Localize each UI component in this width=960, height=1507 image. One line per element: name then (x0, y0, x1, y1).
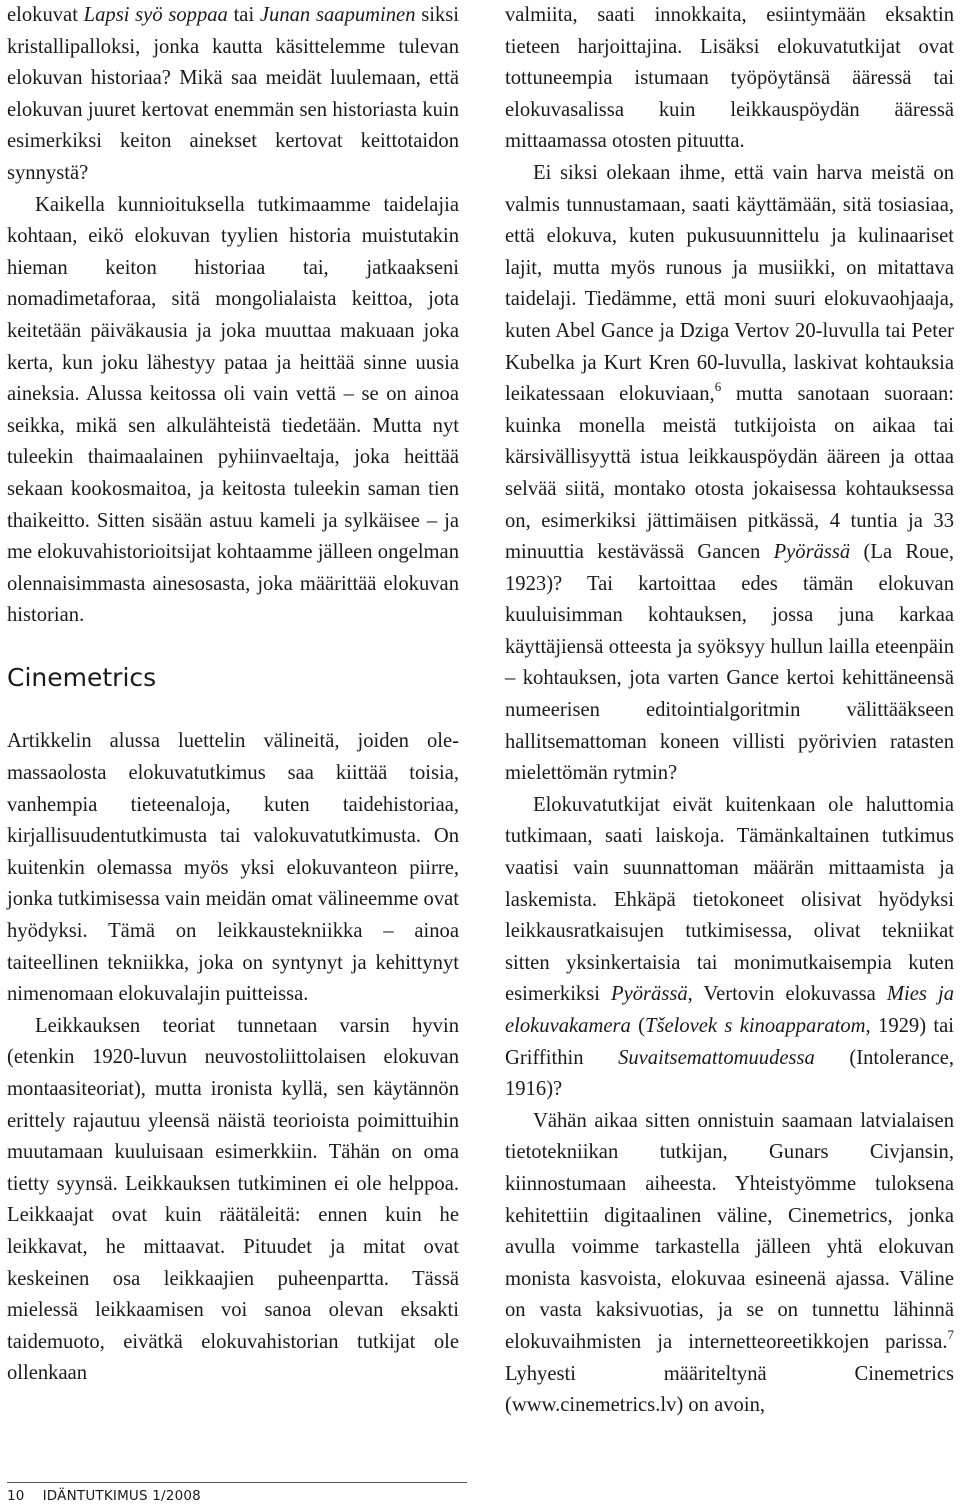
right-column (505, 0, 954, 1422)
text-run: tai (227, 4, 260, 26)
footnote-marker[interactable]: 7 (947, 1327, 954, 1343)
text-run: ( (630, 1015, 645, 1037)
page-number: 10 (7, 1488, 25, 1504)
section-heading: Cinemetrics (7, 662, 157, 692)
text-run: (La Roue, 1923)? Tai kartoittaa edes tämän elokuvan kuuluisimman kohtauksen, jossa juna karkaa käyttäjiensä otteesta ja syöksyy hullun lailla eteenpäin – kohtauksen, jota varten Gance kertoi kehittäneensä numeerisen editointialgoritmin välittääkseen hallitsemattoman koneen villisti pyörivien ratasten mielettömän rytmin? (505, 541, 954, 785)
footnote-marker[interactable]: 6 (714, 379, 722, 395)
film-title: Pyörässä (611, 983, 688, 1006)
paragraph (505, 158, 954, 790)
text-run: elokuvat (7, 4, 84, 26)
page-footer (7, 1482, 467, 1504)
film-title: Tšelovek s kinoapparatom (644, 1015, 866, 1037)
paragraph: Leikkauksen teoriat tunnetaan varsin hyvin (etenkin 1920-luvun neuvostoliittolaisen elokuvan montaasiteoriat), mutta ironista kyllä, sen käytännön erittely rajautuu yleensä näistä teorioista poimittuihin muutamaan kuuluisaan esimerkkiin. Tähän on oma tietty syynsä. Leikkauksen tutkiminen ei ole helppoa. Leikkaajat ovat kuin räätäleitä: ennen kuin he leikkavat, he mittaavat. Pituudet ja mitat ovat keskeinen osa leikkaajien puheenpartta. Tässä mielessä leikkaamisen voi sanoa olevan eksakti taidemuoto, eivätkä elokuvahistorian tutkijat ole ollenkaan (7, 1014, 459, 1385)
text-run: Lyhyesti määriteltynä Cinemetrics (www.cinemetrics.lv) on avoin, (505, 1362, 954, 1417)
film-title: Mies ja elokuvakamera (505, 983, 954, 1037)
text-run: (Intolerance, 1916)? (505, 1046, 954, 1101)
paragraph (505, 1106, 954, 1422)
film-title: Pyörässä (773, 541, 851, 564)
paragraph (505, 790, 954, 1106)
film-title: Junan saapuminen (259, 4, 416, 26)
journal-name: IDÄNTUTKIMUS 1/2008 (42, 1488, 201, 1504)
paragraph (7, 0, 459, 190)
left-column (7, 0, 459, 1390)
film-title: Suvaitsemattomuudessa (618, 1046, 815, 1069)
text-run: , 1929) tai Griffithin (505, 1015, 954, 1069)
text-run: Elokuvatutkijat eivät kuitenkaan ole haluttomia tutkimaan, saati laiskoja. Tämänkaltainen tutkimus vaatisi vain suunnattoman määrän mittaamista ja laskemista. Ehkäpä tietokoneet olisivat hyödyksi leikkausratkaisujen tutkimisessa, olivat tekniikat sitten yksinkertaisia tai monimutkaisempia kuten esimerkiksi (505, 793, 954, 1006)
paragraph: Kaikella kunnioituksella tutkimaamme taidelajia kohtaan, eikö elokuvan tyylien historia muistutakin hieman keiton historiaa tai, jatkaakseni nomadimetaforaa, sitä mongolialaista keittoa, jota keitetään päiväkausia ja joka muuttaa makuaan joka kerta, kun joku lähestyy pataa ja heittää sinne uusia aineksia. Alussa keitossa oli vain vettä – se on ainoa seikka, mikä sen alkulähteistä tiedetään. Mutta nyt tuleekin thaimaalainen pyhiinvaeltaja, joka heittää sekaan kookosmaitoa, ja keitosta tuleekin saman tien thaikeitto. Sitten sisään astuu kameli ja sylkäisee – ja me elokuvahistorioitsijat kohtaamme jälleen ongelman olennaisimmasta ainesosasta, joka määrittää elokuvan historian. (7, 193, 459, 627)
film-title: Lapsi syö soppaa (83, 4, 228, 26)
text-run: , Vertovin elokuvassa (687, 983, 887, 1006)
paragraph: Artikkelin alussa luettelin välineitä, joiden olemassaolosta elokuvatutkimus saa kiittää toisia, vanhempia tieteenaloja, kuten taidehistoriaa, kirjallisuudentutkimusta tai valokuvatutkimusta. On kuitenkin olemassa myös yksi elokuvanteon piirre, jonka tutkimisessa vain meidän omat välineemme ovat hyödyksi. Tämä on leikkaustekniikka – ainoa taiteellinen tekniikka, joka on syntynyt ja kehittynyt nimenomaan elokuvalajin puitteissa. (7, 730, 459, 1006)
text-run: mutta sanotaan suoraan: kuinka monella meistä tutkijoista on aikaa tai kärsivällisyyttä istua leikkauspöydän ääreen ja ottaa selvää siitä, montako otosta jokaisessa kohtauksessa on, esimerkiksi jättimäisen pitkässä, 4 tuntia ja 33 minuuttia kestävässä Gancen (505, 383, 954, 564)
text-run: Ei siksi olekaan ihme, että vain harva meistä on valmis tunnustamaan, saati käyttämään, sitä tosiasiaa, että elokuva, kuten pukusuunnittelu ja kulinaariset lajit, mutta myös runous ja musiikki, on mitattava taidelaji. Tiedämme, että moni suuri elokuvaohjaaja, kuten Abel Gance ja Dziga Vertov 20-luvulla tai Peter Kubelka ja Kurt Kren 60-luvulla, laskivat kohtauksia leikatessaan elokuviaan, (505, 161, 954, 406)
text-run: siksi kristallipalloksi, jonka kautta käsittelemme tulevan elokuvan historiaa? Mikä saa meidät luulemaan, että elokuvan juuret kertovat enemmän sen historiasta kuin esimerkiksi keiton ainekset kertovat keittotaidon synnystä? (7, 4, 459, 184)
paragraph: valmiita, saati innokkaita, esiintymään eksaktin tieteen harjoittajina. Lisäksi elokuvatutkijat ovat tottuneempia istumaan työpöytänsä ääressä tai elokuvasalissa kuin leikkauspöydän ääressä mittaamassa otosten pituutta. (505, 4, 954, 153)
text-run: Vähän aikaa sitten onnistuin saamaan latvialaisen tietotekniikan tutkijan, Gunars Civjansin, kiinnostumaan aiheesta. Yhteistyömme tuloksena kehitettiin digitaalinen väline, Cinemetrics, jonka avulla voimme tarkastella jälleen yhtä elokuvan monista kasvoista, elokuvaa esineenä ajassa. Väline on vasta kaksivuotias, ja se on tunnettu lähinnä elokuvaihmisten ja internetteoreetikkojen parissa. (505, 1109, 954, 1353)
